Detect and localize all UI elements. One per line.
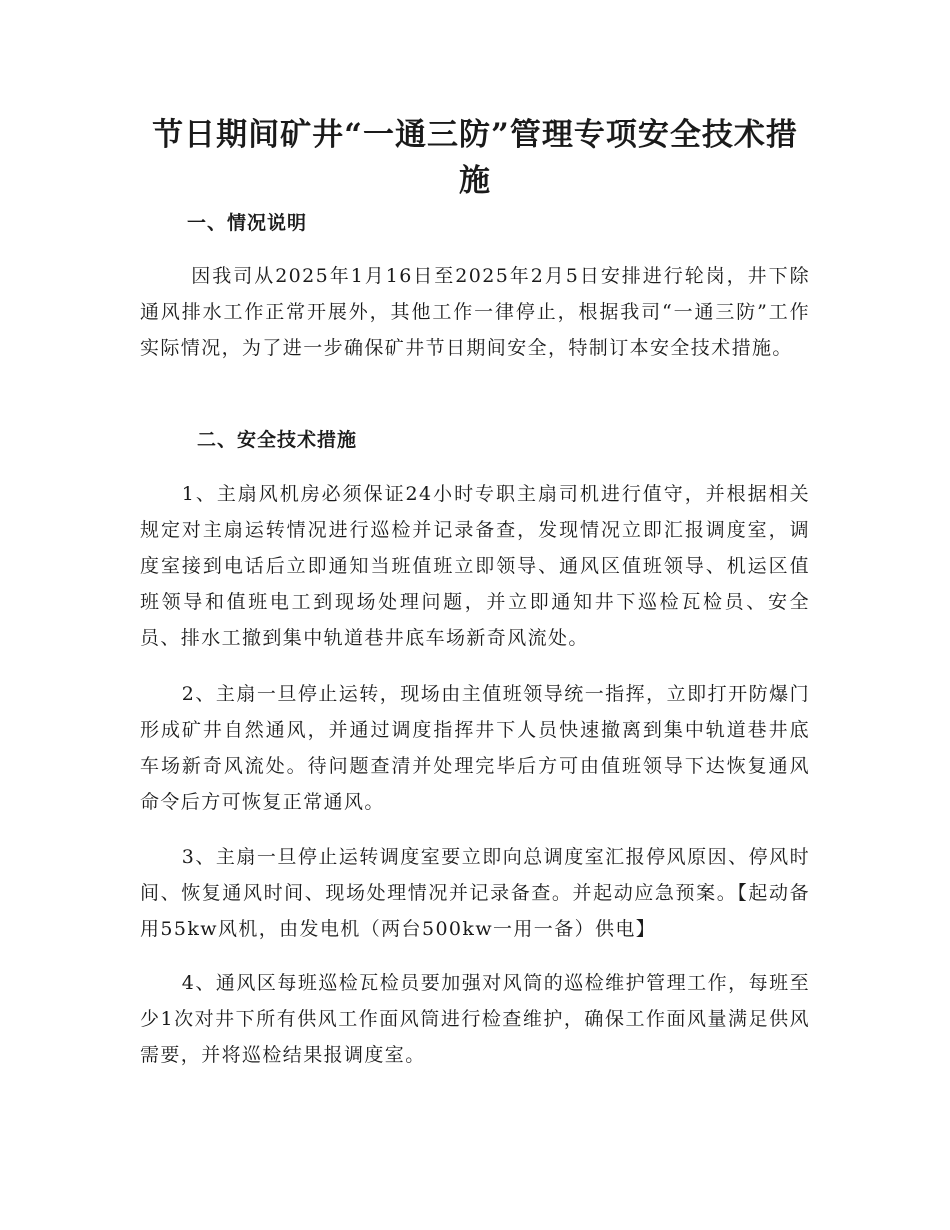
measure-item-4: 4、通风区每班巡检瓦检员要加强对风筒的巡检维护管理工作，每班至少1次对井下所有供风工作面风筒进行检查维护，确保工作面风量满足供风需要，并将巡检结果报调度室。 <box>140 972 810 1066</box>
measure-item-2: 2、主扇一旦停止运转，现场由主值班领导统一指挥，立即打开防爆门形成矿井自然通风，并通过调度指挥井下人员快速撤离到集中轨道巷井底车场新奇风流处。待问题查清并处理完毕后方可由值班领导下达恢复通风命令后方可恢复正常通风。 <box>140 683 810 813</box>
measure-item-3: 3、主扇一旦停止运转调度室要立即向总调度室汇报停风原因、停风时间、恢复通风时间、现场处理情况并记录备查。并起动应急预案。【起动备用55kw风机，由发电机（两台500kw一用一备）供电】 <box>140 846 810 940</box>
section-heading-situation: 一、情况说明 <box>187 212 308 234</box>
measure-item-1: 1、主扇风机房必须保证24小时专职主扇司机进行值守，并根据相关规定对主扇运转情况进行巡检并记录备查，发现情况立即汇报调度室，调度室接到电话后立即通知当班值班立即领导、通风区值班领导、机运区值班领导和值班电工到现场处理问题，并立即通知井下巡检瓦检员、安全员、排水工撤到集中轨道巷井底车场新奇风流处。 <box>140 483 810 649</box>
section-heading-measures: 二、安全技术措施 <box>197 429 358 451</box>
document-title: 节日期间矿井“一通三防”管理专项安全技术措施 <box>152 117 798 199</box>
situation-paragraph: 因我司从2025年1月16日至2025年2月5日安排进行轮岗，井下除通风排水工作正常开展外，其他工作一律停止，根据我司“一通三防”工作实际情况，为了进一步确保矿井节日期间安全，特制订本安全技术措施。 <box>140 265 810 359</box>
